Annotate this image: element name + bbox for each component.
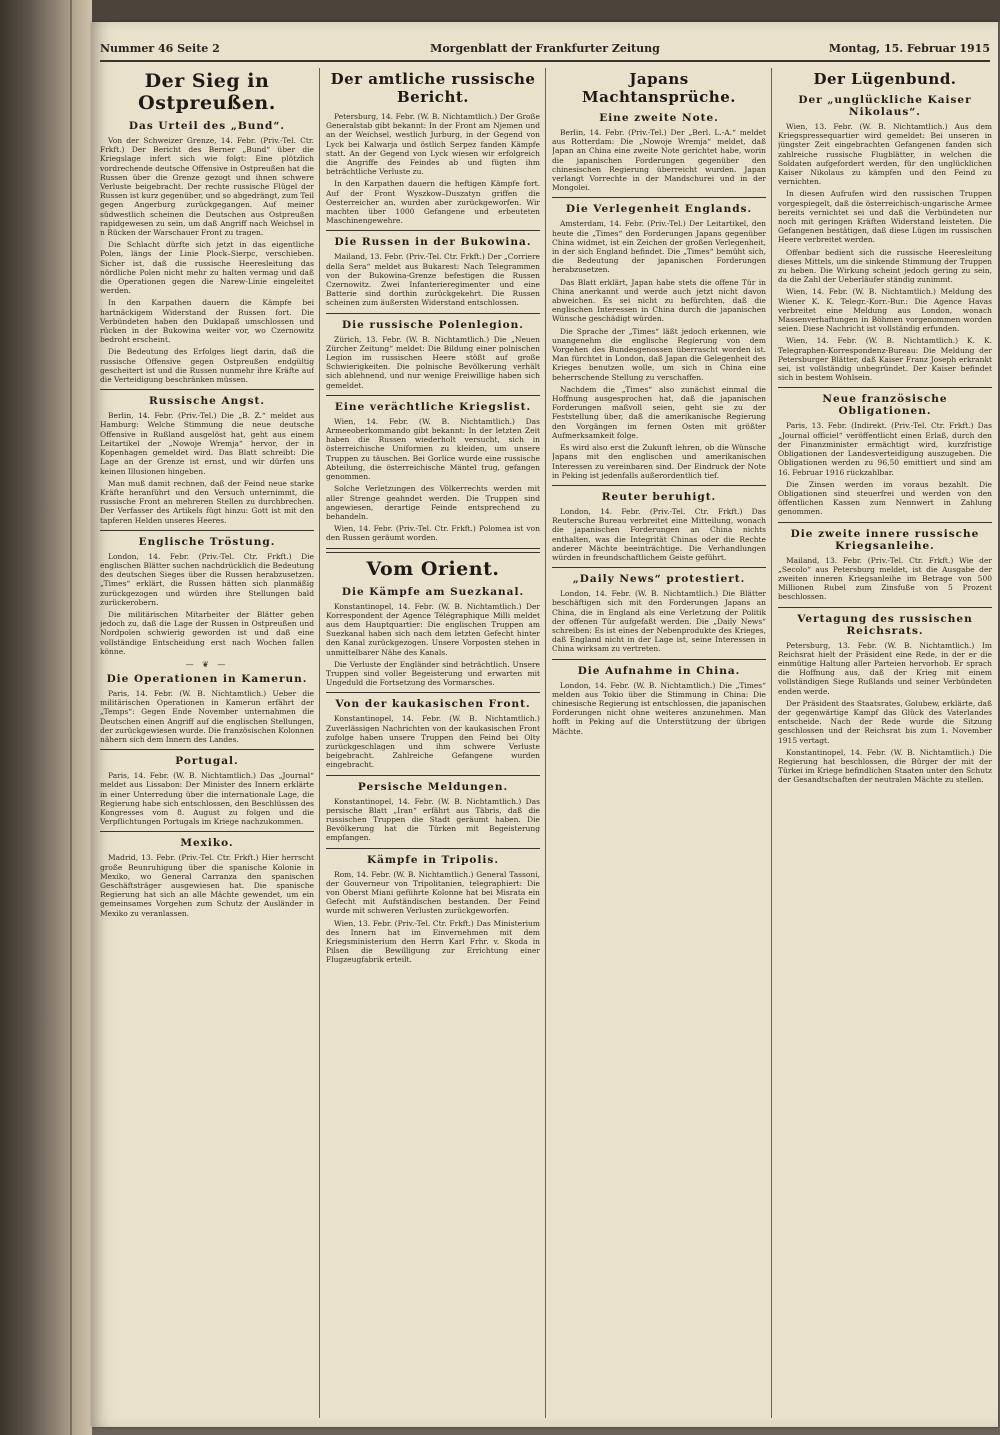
- newspaper-page: [92, 22, 998, 1427]
- article-paragraph: In diesen Aufrufen wird den russischen Truppen vorgespiegelt, daß die österreichisch-ungarische Armee bereits vernichtet sei und daß die Verbündeten nur noch mit geringen Kräften Widerstand leisteten. Die Gefangenen bestätigen, daß diese Lügen im russischen Heere verbreitet werden.: [778, 189, 992, 245]
- article-subheading: Eine verächtliche Kriegslist.: [334, 400, 532, 413]
- article-paragraph: London, 14. Febr. (W. B. Nichtamtlich.) Die Blätter beschäftigen sich mit den Forderungen Japans an China, die in England als eine Verletzung der Politik der offenen Tür aufgefaßt werden. Die „Daily News“ schreiben: Es ist eines der Nebenprodukte des Krieges, daß England nicht in der Lage ist, seine Interessen in China wirksam zu vertreten.: [552, 589, 766, 654]
- article-subheading: Portugal.: [175, 755, 239, 768]
- article-paragraph: Offenbar bedient sich die russische Heeresleitung dieses Mittels, um die sinkende Stimmung der Truppen zu heben. Die Wirkung scheint jedoch gering zu sein, da die Zahl der Ueberläufer ständig zunimmt.: [778, 247, 992, 285]
- article-paragraph: Konstantinopel, 14. Febr. (W. B. Nichtamtlich.) Das persische Blatt „Iran“ erfährt aus Täbris, daß die russischen Truppen die Stadt geräumt haben. Die Bevölkerung hat die Türken mit Begeisterung empfangen.: [326, 796, 540, 843]
- article-subheading: Vertagung des russischen Reichsrats.: [797, 612, 973, 637]
- article-paragraph: London, 14. Febr. (W. B. Nichtamtlich.) Die „Times“ melden aus Tokio über die Stimmung in China: Die chinesische Regierung ist entschlossen, die japanischen Forderungen nicht ohne weiteres anzunehmen. Man hofft in Peking auf die Unterstützung der übrigen Mächte.: [552, 680, 766, 736]
- article-paragraph: Mailand, 13. Febr. (Priv.-Tel. Ctr. Frkft.) Der „Corriere della Sera“ meldet aus Bukarest: Nach Telegrammen von der Bukowina-Grenze befestigen die Russen Czernowitz. Zwei Infanterieregimenter und eine Batterie sind dorthin zurückgekehrt. Die Russen scheinen zum äußersten Widerstand entschlossen.: [326, 252, 540, 308]
- article-paragraph: Berlin, 14. Febr. (Priv.-Tel.) Der „Berl. L.-A.“ meldet aus Rotterdam: Die „Nowoje Wremja“ meldet, daß Japan an China eine zweite Note gerichtet habe, worin die japanischen Forderungen gegenüber den chinesischen Regierung überreicht wurden. Japan verlangt Vorrechte in der Mandschurei und in der Mongolei.: [552, 128, 766, 193]
- article-paragraph: Mailand, 13. Febr. (Priv.-Tel. Ctr. Frkft.) Wie der „Secolo“ aus Petersburg meldet, ist die Ausgabe der zweiten inneren Kriegsanleihe im Betrage von 500 Millionen Rubel zum Zinsfuße von 5 Prozent beschlossen.: [778, 555, 992, 602]
- article-paragraph: Der Präsident des Staatsrates, Golubew, erklärte, daß der gegenwärtige Kampf das Glück des Vaterlandes entscheide. Nach der Rede wurde die Sitzung geschlossen und der Reichsrat bis zum 1. November 1915 vertagt.: [778, 698, 992, 745]
- section-rule: [552, 567, 766, 568]
- article-paragraph: Von der Schweizer Grenze, 14. Febr. (Priv.-Tel. Ctr. Frkft.) Der Bericht des Berner „Bund“ über die Kriegslage infert sich wie folgt: Eine plötzlich vordrechende deutsche Offensive in Ostpreußen hat die Russen über die Grenze gezogt und ihnen schwere Verluste beigebracht. Der rechte russische Flügel der Russen ist kurz gegenüber, und so abgedrängt, zum Teil gegen Angerburg zurückgegangen. Auf meiner südwestlich scheinen die Deutschen aus Ostpreußen rapidgewesen zu sein, um daß Angriff nach Weichsel in n Rücken der Warschauer Front zu tragen.: [100, 136, 314, 238]
- section-rule: [326, 230, 540, 231]
- section-rule: [100, 389, 314, 390]
- column-divider: [545, 68, 546, 1418]
- article-paragraph: Es wird also erst die Zukunft lehren, ob die Wünsche Japans mit den englischen und amerikanischen Interessen zu vereinbaren sind. Der Eindruck der Note in Peking ist jedenfalls außerordentlich tief.: [552, 443, 766, 480]
- article-paragraph: Petersburg, 14. Febr. (W. B. Nichtamtlich.) Der Große Generalstab gibt bekannt: In der Front am Njemen und an der Weichsel, westlich Jurburg, in der Gegend von Lyck bei Kalwarja und östlich Serpez fanden Kämpfe statt. An der Gegend von Lyck wiesen wir erfolgreich die Angriffe des Feindes ab und fügten ihm beträchtliche Verluste zu.: [326, 112, 540, 177]
- article-paragraph: Konstantinopel, 14. Febr. (W. B. Nichtamtlich.) Die Regierung hat beschlossen, die Bürger der mit der Türkei im Kriege befindlichen Staaten unter den Schutz der Gesandtschaften der neutralen Mächte zu stellen.: [778, 747, 992, 785]
- article-subheading: Neue französische Obligationen.: [822, 393, 948, 418]
- section-rule: [326, 395, 540, 396]
- article-paragraph: Wien, 14. Febr. (Priv.-Tel. Ctr. Frkft.) Polomea ist von den Russen geräumt worden.: [326, 524, 540, 543]
- article-subheading: Englische Tröstung.: [138, 535, 276, 548]
- section-rule: [326, 848, 540, 849]
- article-subheading: Russische Angst.: [149, 395, 265, 408]
- article-paragraph: Die Verluste der Engländer sind beträchtlich. Unsere Truppen sind voller Begeisterung und erwarten mit Ungeduld die Fortsetzung des Vormarsches.: [326, 659, 540, 688]
- article-paragraph: Konstantinopel, 14. Febr. (W. B. Nichtamtlich.) Der Korrespondent der Agence Télégraphique Milli meldet aus dem Hauptquartier: Die englischen Truppen am Suezkanal haben sich nach dem letzten Gefecht hinter den Kanal zurückgezogen. Unsere Vorposten stehen in unmittelbarer Nähe des Kanals.: [326, 601, 540, 657]
- article-subheading: Die Aufnahme in China.: [577, 664, 741, 677]
- article-subheading: Die Verlegenheit Englands.: [565, 203, 753, 216]
- masthead-rule: [100, 60, 990, 62]
- column-divider: [319, 68, 320, 1418]
- article-paragraph: Wien, 13. Febr. (W. B. Nichtamtlich.) Aus dem Kriegspressequartier wird gemeldet: Bei unseren in jüngster Zeit eingebrachten Gefangenen fanden sich zahlreiche russische Flugblätter, in welchen die Soldaten aufgefordert werden, für den unglücklichen Kaiser Nikolaus zu kämpfen und den Feind zu vernichten.: [778, 122, 992, 187]
- article-headline: Der Lügenbund.: [813, 70, 957, 88]
- scan-top-edge: [92, 0, 1000, 22]
- article-paragraph: Paris, 14. Febr. (W. B. Nichtamtlich.) Das „Journal“ meldet aus Lissabon: Der Minister des Innern erklärte in einer Unterredung über die internationale Lage, die Regierung habe sich entschlossen, den Beschlüssen des Kongresses vom 8. August zu folgen und die Verpflichtungen Portugals im Kriege nachzukommen.: [100, 771, 314, 827]
- article-paragraph: Die Schlacht dürfte sich jetzt in das eigentliche Polen, längs der Linie Plock–Sierpc, verschieben. Sicher ist, daß die russische Heeresleitung das nördliche Polen nicht mehr zu halten vermag und daß die Operationen gegen die Narew-Linie eingeleitet werden.: [100, 240, 314, 296]
- article-subheading: Die zweite innere russische Kriegsanleihe.: [790, 527, 980, 552]
- newspaper-name: Morgenblatt der Frankfurter Zeitung: [430, 42, 660, 55]
- article-subheading: Die Operationen in Kamerun.: [106, 672, 308, 685]
- article-paragraph: Paris, 14. Febr. (W. B. Nichtamtlich.) Ueber die militärischen Operationen in Kamerun erfährt der „Temps“: Gegen Ende November unternahmen die Deutschen einen Angriff auf die englischen Stellungen, der zurückgewiesen wurde. Die französischen Kolonnen nähern sich dem Innern des Landes.: [100, 688, 314, 744]
- article-paragraph: Wien, 14. Febr. (W. B. Nichtamtlich.) K. K. Telegraphen-Korrespondenz-Bureau: Die Meldung der Petersburger Blätter, daß Kaiser Franz Joseph erkrankt sei, ist vollständig unbegründet. Der Kaiser befindet sich in bestem Wohlsein.: [778, 336, 992, 383]
- article-paragraph: Das Blatt erklärt, Japan habe stets die offene Tür in China anerkannt und werde auch jetzt nicht davon abweichen. Es sei nicht zu befürchten, daß die englischen Interessen in China durch die japanischen Wünsche geschädigt würden.: [552, 277, 766, 324]
- article-paragraph: Paris, 13. Febr. (Indirekt. (Priv.-Tel. Ctr. Frkft.) Das „Journal officiel“ veröffentlicht einen Erlaß, durch den der Finanzminister ermächtigt wird, kurzfristige Obligationen der Landesverteidigung auszugeben. Die Obligationen werden zu 96,50 emittiert und sind am 16. Februar 1916 rückzahlbar.: [778, 421, 992, 477]
- article-paragraph: Wien, 14. Febr. (W. B. Nichtamtlich.) Das Armeeoberkommando gibt bekannt: In der letzten Zeit haben die Russen wiederholt versucht, sich in österreichische Uniformen zu kleiden, um unsere Truppen zu täuschen. Bei Gorlice wurde eine russische Abteilung, die österreichische Mäntel trug, gefangen genommen.: [326, 416, 540, 482]
- article-paragraph: Madrid, 13. Febr. (Priv.-Tel. Ctr. Frkft.) Hier herrscht große Beunruhigung über die spanische Kolonie in Mexiko, wo General Carranza den spanischen Geschäftsträger ausgewiesen hat. Die spanische Regierung hat sich an alle Mächte gewendet, um ein gemeinsames Vorgehen zum Schutz der Ausländer in Mexiko zu veranlassen.: [100, 853, 314, 918]
- article-paragraph: Wien, 13. Febr. (Priv.-Tel. Ctr. Frkft.) Das Ministerium des Innern hat im Einvernehmen mit dem Kriegsministerium den Herrn Karl Frhr. v. Skoda in Pilsen die Bewilligung zur Errichtung einer Flugzeugfabrik erteilt.: [326, 918, 540, 965]
- book-binding: [0, 0, 92, 1435]
- article-subheading: Die Russen in der Bukowina.: [334, 236, 532, 249]
- section-rule: [552, 659, 766, 660]
- section-rule: [778, 522, 992, 523]
- article-paragraph: Die militärischen Mitarbeiter der Blätter geben jedoch zu, daß die Lage der Russen in Ostpreußen und Nordpolen schwierig geworden ist und daß eine vollständige Entscheidung erst nach Wochen fallen könne.: [100, 609, 314, 656]
- article-subheading: Von der kaukasischen Front.: [335, 698, 531, 711]
- article-paragraph: Nachdem die „Times“ also zunächst einmal die Hoffnung ausgesprochen hat, daß die japanischen Forderungen maßvoll seien, geht sie zu der Feststellung über, daß die amerikanische Regierung den Vorgängen im fernen Osten mit größter Aufmerksamkeit folge.: [552, 384, 766, 440]
- section-rule: [100, 831, 314, 832]
- article-paragraph: In den Karpathen dauern die Kämpfe bei hartnäckigem Widerstand der Russen fort. Die Verbündeten haben den Duklapaß umschlossen und rücken in der Bukowina weiter vor, wo Czernowitz bedroht erscheint.: [100, 298, 314, 345]
- section-rule: [552, 485, 766, 486]
- section-rule: [326, 313, 540, 314]
- section-rule: [778, 607, 992, 608]
- section-rule: [100, 749, 314, 750]
- section-rule: [326, 692, 540, 693]
- article-paragraph: Die Sprache der „Times“ läßt jedoch erkennen, wie unangenehm die englische Regierung von dem Vorgehen des Bundesgenossen überrascht worden ist. Man fürchtet in London, daß Japan die Gelegenheit des Krieges benutzen wolle, um sich in China eine beherrschende Stellung zu verschaffen.: [552, 326, 766, 382]
- column-4: [778, 68, 992, 1418]
- article-paragraph: London, 14. Febr. (Priv.-Tel. Ctr. Frkft.) Die englischen Blätter suchen nachdrücklich die Bedeutung des deutschen Sieges über die Russen herabzusetzen. „Times“ erklärt, die Russen hätten sich planmäßig zurückgezogen und würden ihre Stellungen bald zurückerobern.: [100, 551, 314, 607]
- ornament-divider: — ❦ —: [185, 659, 229, 669]
- article-subheading: Die Kämpfe am Suezkanal.: [341, 585, 525, 598]
- masthead: [100, 40, 990, 58]
- article-paragraph: Petersburg, 13. Febr. (W. B. Nichtamtlich.) Im Reichsrat hielt der Präsident eine Rede, in der er die einmütige Haltung aller Parteien hervorhob. Er sprach die Hoffnung aus, daß der Krieg mit einem vollständigen Siege Rußlands und seiner Verbündeten enden werde.: [778, 640, 992, 696]
- article-headline: Japans Machtansprüche.: [582, 70, 736, 106]
- column-3: [552, 68, 766, 1418]
- article-subheading: Der „unglückliche Kaiser Nikolaus“.: [798, 94, 972, 118]
- article-paragraph: Berlin, 14. Febr. (Priv.-Tel.) Die „B. Z.“ meldet aus Hamburg: Welche Stimmung die neue deutsche Offensive in Rußland ausgelöst hat, geht aus einem Leitartikel der „Nowoje Wremja“ hervor, der in Kopenhagen gemeldet wird. Das Blatt schreibt: Die Lage an der Grenze ist ernst, und wir dürfen uns keinen Illusionen hingeben.: [100, 411, 314, 476]
- article-paragraph: In den Karpathen dauern die heftigen Kämpfe fort. Auf der Front Wyszkow–Duszatyn griffen die Oesterreicher an, wurden aber zurückgeworfen. Wir machten über 1000 Gefangene und erbeuteten Maschinengewehre.: [326, 179, 540, 226]
- article-paragraph: Zürich, 13. Febr. (W. B. Nichtamtlich.) Die „Neuen Zürcher Zeitung“ meldet: Die Bildung einer polnischen Legion im russischen Heere stößt auf große Schwierigkeiten. Die polnische Bevölkerung verhält sich ablehnend, und nur wenige Freiwillige haben sich gemeldet.: [326, 334, 540, 390]
- article-headline: Der Sieg in Ostpreußen.: [138, 70, 276, 114]
- article-paragraph: Amsterdam, 14. Febr. (Priv.-Tel.) Der Leitartikel, den heute die „Times“ den Forderungen Japans gegenüber China widmet, ist ein Zeichen der großen Verlegenheit, in der sich England befindet. Die „Times“ bemüht sich, die Bedeutung der japanischen Forderungen herabzusetzen.: [552, 219, 766, 275]
- article-paragraph: Die Bedeutung des Erfolges liegt darin, daß die russische Offensive gegen Ostpreußen endgültig gescheitert ist und die Russen nunmehr ihre Kräfte auf die Verteidigung beschränken müssen.: [100, 347, 314, 385]
- article-subheading: Mexiko.: [180, 837, 234, 850]
- article-subheading: Reuter beruhigt.: [601, 490, 717, 503]
- article-headline: Vom Orient.: [366, 557, 500, 580]
- article-subheading: Persische Meldungen.: [357, 780, 509, 793]
- article-paragraph: Man muß damit rechnen, daß der Feind neue starke Kräfte heranführt und den Versuch unternimmt, die russische Front an mehreren Stellen zu durchbrechen. Der Verfasser des Artikels fügt hinzu: Gott ist mit den tapferen Helden unseres Heeres.: [100, 478, 314, 525]
- section-rule: [326, 775, 540, 776]
- issue-date: Montag, 15. Februar 1915: [828, 42, 990, 55]
- article-subheading: „Daily News“ protestiert.: [572, 573, 746, 586]
- article-subheading: Das Urteil des „Bund“.: [128, 120, 286, 132]
- article-subheading: Kämpfe in Tripolis.: [367, 853, 499, 866]
- section-rule: [552, 197, 766, 198]
- article-headline: Der amtliche russische Bericht.: [330, 70, 536, 106]
- article-paragraph: Die Zinsen werden im voraus bezahlt. Die Obligationen sind steuerfrei und werden von den öffentlichen Kassen zum Nennwert in Zahlung genommen.: [778, 479, 992, 517]
- column-divider: [771, 68, 772, 1418]
- section-rule: [778, 387, 992, 388]
- column-1: [100, 68, 314, 1418]
- article-subheading: Die russische Polenlegion.: [342, 318, 524, 331]
- article-paragraph: Rom, 14. Febr. (W. B. Nichtamtlich.) General Tassoni, der Gouverneur von Tripolitanien, telegraphiert: Die von Oberst Miani geführte Kolonne hat bei Misrata ein Gefecht mit Aufständischen bestanden. Der Feind wurde mit schweren Verlusten zurückgeworfen.: [326, 869, 540, 916]
- section-rule: [100, 530, 314, 531]
- issue-page-number: Nummer 46 Seite 2: [100, 42, 220, 55]
- article-subheading: Eine zweite Note.: [599, 112, 719, 124]
- column-2: [326, 68, 540, 1418]
- article-paragraph: London, 14. Febr. (Priv.-Tel. Ctr. Frkft.) Das Reutersche Bureau verbreitet eine Mitteilung, wonach die japanischen Forderungen an China nichts enthalten, was die Integrität Chinas oder die Rechte anderer Mächte beeinträchtige. Die Verhandlungen würden in freundschaftlichem Geiste geführt.: [552, 506, 766, 562]
- article-paragraph: Konstantinopel, 14. Febr. (W. B. Nichtamtlich.) Zuverlässigen Nachrichten von der kaukasischen Front zufolge haben unsere Truppen den Feind bei Olty zurückgeschlagen und ihm schwere Verluste beigebracht. Zahlreiche Gefangene wurden eingebracht.: [326, 714, 540, 770]
- section-rule: [326, 548, 540, 553]
- article-paragraph: Solche Verletzungen des Völkerrechts werden mit aller Strenge geahndet werden. Die Truppen sind angewiesen, derartige Feinde entsprechend zu behandeln.: [326, 484, 540, 521]
- article-paragraph: Wien, 14. Febr. (W. B. Nichtamtlich.) Meldung des Wiener K. K. Telegr.-Korr.-Bur.: Die Agence Havas verbreitet eine Meldung aus London, wonach Massenverhaftungen in Böhmen vorgenommen worden seien. Diese Nachricht ist vollständig erfunden.: [778, 287, 992, 334]
